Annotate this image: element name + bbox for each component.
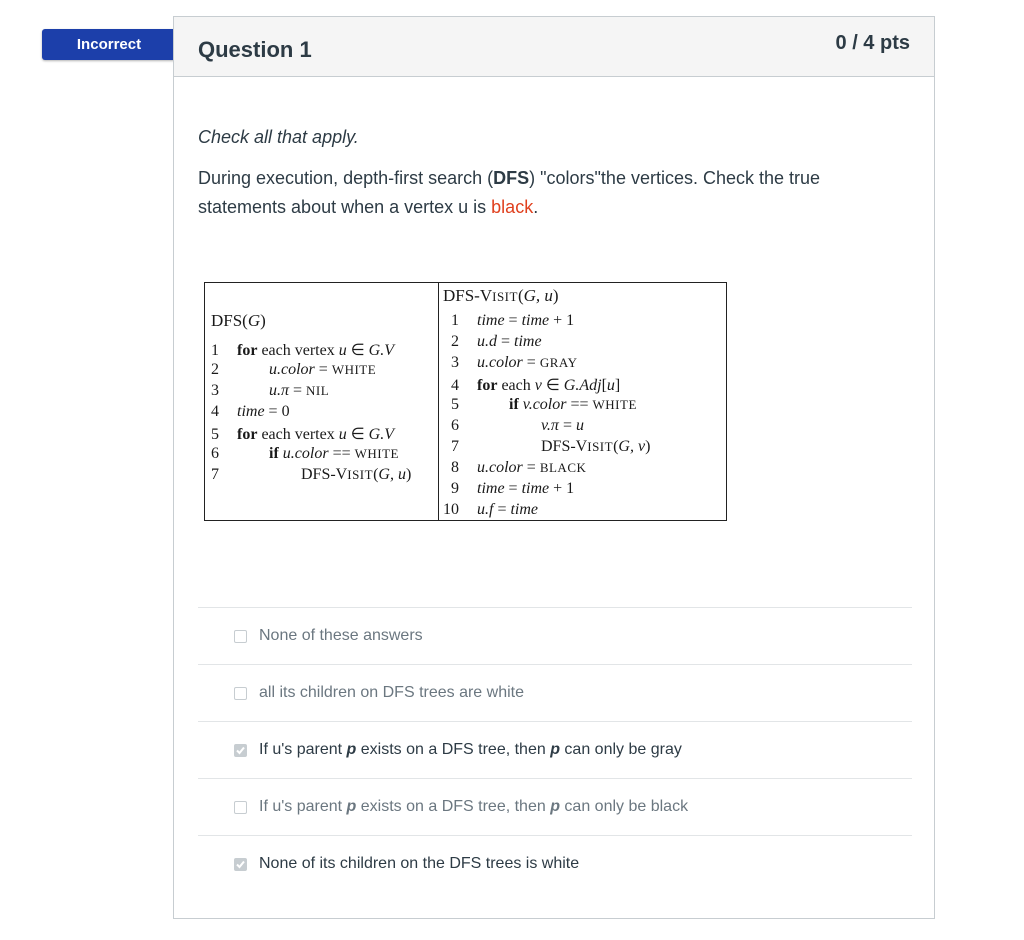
dfs-visit-line: 7 DFS-VISIT(G, v) [451, 438, 651, 455]
dfs-line: 7 DFS-VISIT(G, u) [211, 466, 412, 483]
dfs-line: 1 for each vertex u ∈ G.V [211, 342, 394, 359]
dfs-title: DFS(G) [211, 311, 266, 330]
question-points: 0 / 4 pts [835, 32, 910, 54]
checkbox-icon[interactable] [234, 801, 247, 814]
dfs-visit-line: 6 v.π = u [451, 417, 584, 434]
dfs-visit-procedure [439, 283, 726, 520]
dfs-visit-line: 3 u.color = GRAY [451, 354, 578, 371]
dfs-visit-line: 1 time = time + 1 [451, 312, 575, 329]
prompt-black-word: black [491, 197, 534, 217]
dfs-visit-line: 8 u.color = BLACK [451, 459, 587, 476]
dfs-visit-line: 9 time = time + 1 [451, 480, 575, 497]
dfs-visit-line: 10 u.f = time [443, 501, 539, 518]
checkbox-icon[interactable] [234, 687, 247, 700]
dfs-procedure [205, 283, 439, 520]
dfs-visit-title: DFS-VISIT(G, u) [443, 286, 559, 305]
prompt-part-1: During execution, depth-first search ( [198, 168, 494, 188]
answer-label: If u's parent p exists on a DFS tree, then p can only be gray [259, 741, 682, 758]
prompt-part-3: . [533, 197, 539, 217]
answer-option[interactable] [198, 835, 912, 892]
instruction-text: Check all that apply. [198, 127, 359, 147]
incorrect-flag [42, 29, 176, 60]
dfs-line: 2 u.color = WHITE [211, 361, 377, 378]
answer-option[interactable] [198, 778, 912, 835]
checkbox-icon[interactable] [234, 630, 247, 643]
checkbox-checked-icon[interactable] [234, 858, 247, 871]
dfs-line: 3 u.π = NIL [211, 382, 330, 399]
answer-option[interactable] [198, 607, 912, 664]
dfs-line: 4 time = 0 [211, 403, 290, 420]
dfs-line: 6 if u.color == WHITE [211, 445, 399, 462]
question-prompt [198, 164, 858, 222]
incorrect-label: Incorrect [76, 36, 142, 53]
answer-label: None of these answers [259, 627, 423, 644]
dfs-visit-line: 4 for each v ∈ G.Adj[u] [451, 377, 621, 394]
answer-list [198, 607, 912, 892]
question-body [174, 127, 934, 872]
answer-label: all its children on DFS trees are white [259, 684, 524, 701]
answer-option[interactable] [198, 721, 912, 778]
answer-option[interactable] [198, 664, 912, 721]
checkbox-checked-icon[interactable] [234, 744, 247, 757]
answer-label: None of its children on the DFS trees is white [259, 855, 580, 872]
dfs-pseudocode-image [204, 282, 727, 521]
answer-label: If u's parent p exists on a DFS tree, then p can only be black [259, 798, 689, 815]
prompt-part-2: ) "colors"the vertices. Check the true statements about when a vertex u is [198, 168, 821, 217]
question-header [174, 17, 934, 77]
prompt-dfs-bold: DFS [493, 168, 530, 188]
dfs-line: 5 for each vertex u ∈ G.V [211, 426, 394, 443]
dfs-visit-line: 2 u.d = time [451, 333, 542, 350]
question-title: Question 1 [198, 36, 312, 62]
question-card [173, 16, 935, 919]
dfs-visit-line: 5 if v.color == WHITE [451, 396, 637, 413]
